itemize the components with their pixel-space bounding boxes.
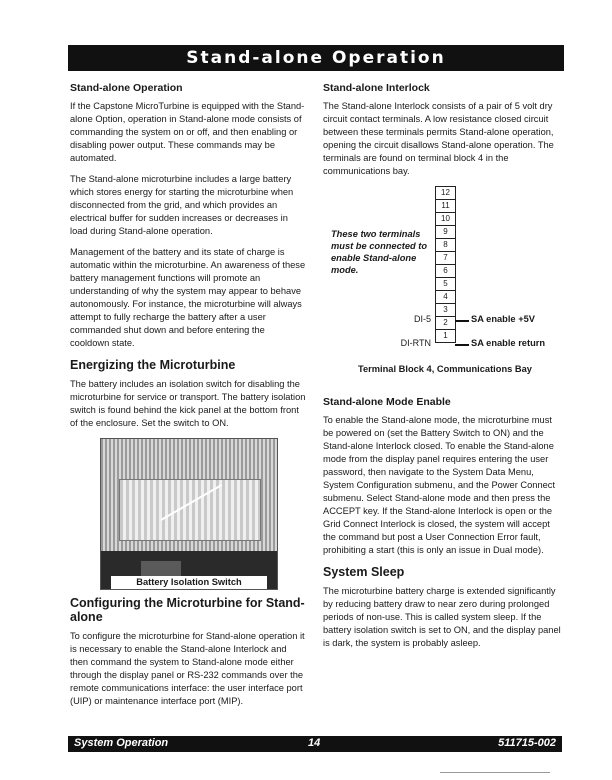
terminal-3: 3 <box>435 303 456 317</box>
battery-switch-photo <box>100 438 278 590</box>
terminal-12: 12 <box>435 186 456 200</box>
terminal-11: 11 <box>435 199 456 213</box>
paragraph: The Stand-alone microturbine includes a large battery which stores energy for starting the microturbine when disconnected from the grid, and which provides an electrical buffer for sudden increases or decreases in load during Stand-alone operation. <box>70 174 294 236</box>
heading-stand-alone-operation: Stand-alone Operation <box>70 82 183 94</box>
heading-interlock: Stand-alone Interlock <box>323 82 430 94</box>
heading-configuring: Configuring the Microturbine for Stand-alone <box>70 596 305 624</box>
terminal-block-caption: Terminal Block 4, Communications Bay <box>358 364 532 374</box>
pin-label-di5: DI-5 <box>413 314 431 324</box>
terminal-8: 8 <box>435 238 456 252</box>
heading-mode-enable: Stand-alone Mode Enable <box>323 396 451 408</box>
paragraph: To enable the Stand-alone mode, the microturbine must be powered on (set the Battery Switch to ON) and the Stand-alone Interlock closed. To enable the Stand-alone mode from the display panel requires entering the user password, then navigate to the System Data Menu, System Configuration submenu, and the Power Connect submenu. Select Stand-alone mode and then press the ACCEPT key. If the Stand-alone Interlock is open or the Grid Connect Interlock is closed, the system will accept the command but post a User Connection Error fault, prohibiting a start (this is only an issue in Dual mode). <box>323 415 556 555</box>
left-column <box>70 82 306 716</box>
scan-artifact-line <box>440 772 550 773</box>
photo-panel <box>119 479 261 541</box>
terminal-7: 7 <box>435 251 456 265</box>
footer-page-number: 14 <box>308 737 321 749</box>
paragraph: To configure the microturbine for Stand-alone operation it is necessary to enable the Stand-alone Interlock and then command the system to Stand-alone mode either through the display panel or RS-232 commands over the remote communications interface: the user interface port (UIP) or maintenance interface port (MIP). <box>70 631 305 706</box>
right-column <box>323 82 561 658</box>
pin-label-direturn: DI-RTN <box>400 338 431 348</box>
footer-doc-number: 511715-002 <box>498 737 556 749</box>
photo-caption: Battery Isolation Switch <box>111 576 267 589</box>
terminal-1: 1 <box>435 329 456 343</box>
terminal-6: 6 <box>435 264 456 278</box>
paragraph: If the Capstone MicroTurbine is equipped with the Stand-alone Option, operation in Stand-alone mode consists of commanding the system on or off, and then enabling or disabling power output. These commands may be automated. <box>70 101 305 163</box>
paragraph: Management of the battery and its state of charge is automatic within the microturbine. An awareness of these battery management functions will promote an understanding of why the system may appear to behave autonomously. For instance, the microturbine will always attempt to fully recharge the battery after a user commanded shut down and before entering the cooldown state. <box>70 247 306 348</box>
signal-sa-enable-return: SA enable return <box>471 338 546 348</box>
terminal-block-diagram <box>323 186 561 386</box>
terminal-9: 9 <box>435 225 456 239</box>
page-footer <box>68 736 562 752</box>
footer-section: System Operation <box>74 737 169 749</box>
terminal-4: 4 <box>435 290 456 304</box>
paragraph: The battery includes an isolation switch for disabling the microturbine for service or transport. The battery isolation switch is found behind the kick panel at the bottom front of the enclosure. Set the switch to ON. <box>70 379 306 428</box>
paragraph: The microturbine battery charge is extended significantly by reducing battery draw to near zero during prolonged periods of non-use. This is called system sleep. If the battery isolation switch is set to ON, and the display panel is dark, the system is probably asleep. <box>323 586 561 648</box>
terminal-note: These two terminals must be connected to enable Stand-alone mode. <box>331 229 428 275</box>
paragraph: The Stand-alone Interlock consists of a pair of 5 volt dry circuit contact terminals. A low resistance closed circuit between these terminals permits Stand-alone operation, opening the circuit disallows Stand-alone operation. The terminals are found on terminal block 4 in the communications bay. <box>323 101 554 176</box>
terminal-10: 10 <box>435 212 456 226</box>
arrow-line-pin1 <box>455 344 469 346</box>
arrow-line-pin3 <box>455 320 469 322</box>
terminal-2: 2 <box>435 316 456 330</box>
heading-system-sleep: System Sleep <box>323 565 405 579</box>
page-banner: Stand-alone Operation <box>68 45 564 71</box>
terminal-5: 5 <box>435 277 456 291</box>
signal-sa-enable-5v: SA enable +5V <box>471 314 535 324</box>
heading-energizing: Energizing the Microturbine <box>70 358 236 372</box>
